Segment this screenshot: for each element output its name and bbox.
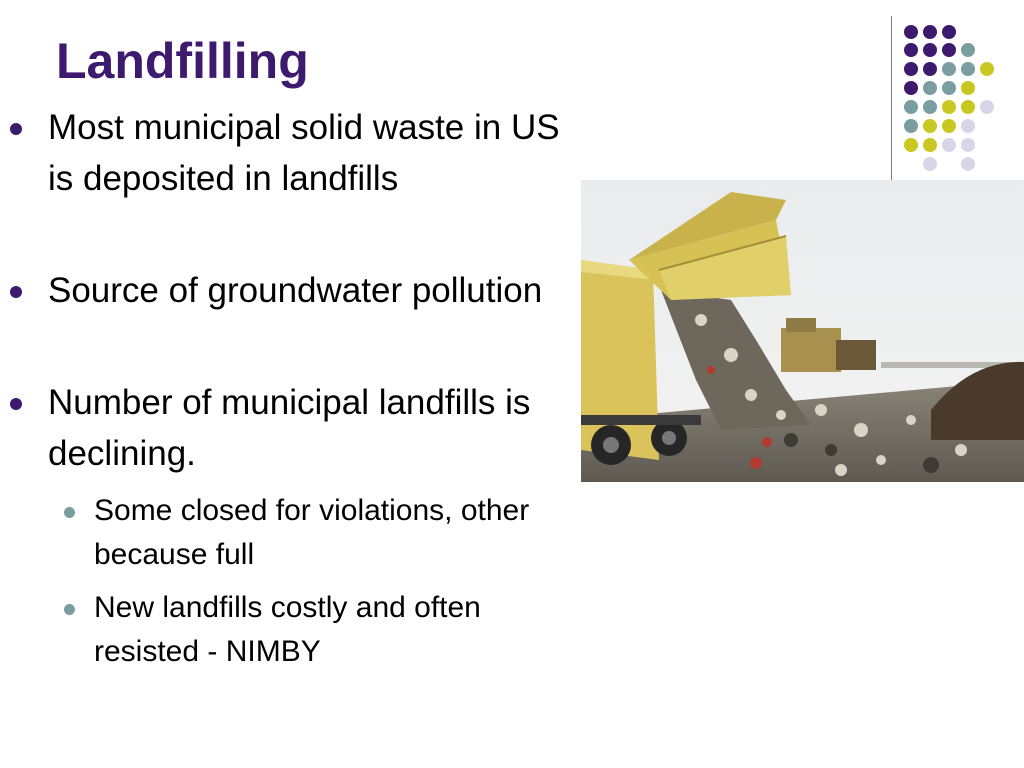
sub-bullet-dot-icon	[64, 507, 75, 518]
decorative-dot-icon	[942, 25, 956, 39]
decorative-dot-icon	[923, 119, 937, 133]
decorative-dot-icon	[923, 43, 937, 57]
decorative-dot-icon	[923, 62, 937, 76]
bullet-item	[48, 102, 578, 204]
decorative-dot-icon	[942, 43, 956, 57]
bullet-dot-icon	[10, 123, 22, 135]
decorative-dot-icon	[904, 43, 918, 57]
sub-bullet-item	[94, 586, 564, 674]
decorative-dot-icon	[942, 81, 956, 95]
slide-title: Landfilling	[56, 33, 309, 89]
sub-bullet-text: New landfills costly and often resisted - NIMBY	[94, 591, 481, 668]
decorative-dot-icon	[923, 25, 937, 39]
sub-bullet-item	[94, 489, 564, 577]
decorative-dot-icon	[904, 119, 918, 133]
decorative-dot-icon	[961, 100, 975, 114]
bullet-text: Most municipal solid waste in US is deposited in landfills	[48, 108, 560, 198]
decorative-dot-icon	[980, 62, 994, 76]
decorative-dot-icon	[942, 62, 956, 76]
landfill-photo	[581, 180, 1024, 482]
decorative-dot-icon	[904, 62, 918, 76]
bullet-item	[48, 265, 578, 316]
decorative-dot-icon	[904, 138, 918, 152]
sub-bullet-dot-icon	[64, 604, 75, 615]
decorative-dot-icon	[942, 119, 956, 133]
decorative-dot-icon	[961, 157, 975, 171]
decorative-dot-icon	[923, 81, 937, 95]
bullet-item	[48, 377, 578, 479]
decorative-dot-icon	[923, 138, 937, 152]
bullet-dot-icon	[10, 398, 22, 410]
decorative-dot-icon	[942, 138, 956, 152]
decorative-dot-icon	[904, 81, 918, 95]
bullet-dot-icon	[10, 286, 22, 298]
decorative-dot-icon	[980, 100, 994, 114]
decorative-dot-icon	[961, 43, 975, 57]
decorative-dot-icon	[904, 25, 918, 39]
sub-bullet-text: Some closed for violations, other because full	[94, 494, 530, 571]
decorative-divider	[891, 16, 892, 180]
decorative-dot-icon	[942, 100, 956, 114]
decorative-dot-icon	[904, 100, 918, 114]
decorative-dot-icon	[961, 62, 975, 76]
decorative-dot-icon	[923, 100, 937, 114]
bullet-text: Number of municipal landfills is declining.	[48, 383, 531, 473]
decorative-dot-icon	[923, 157, 937, 171]
decorative-dot-icon	[961, 119, 975, 133]
decorative-dot-icon	[961, 138, 975, 152]
bullet-text: Source of groundwater pollution	[48, 271, 543, 310]
decorative-dot-icon	[961, 81, 975, 95]
